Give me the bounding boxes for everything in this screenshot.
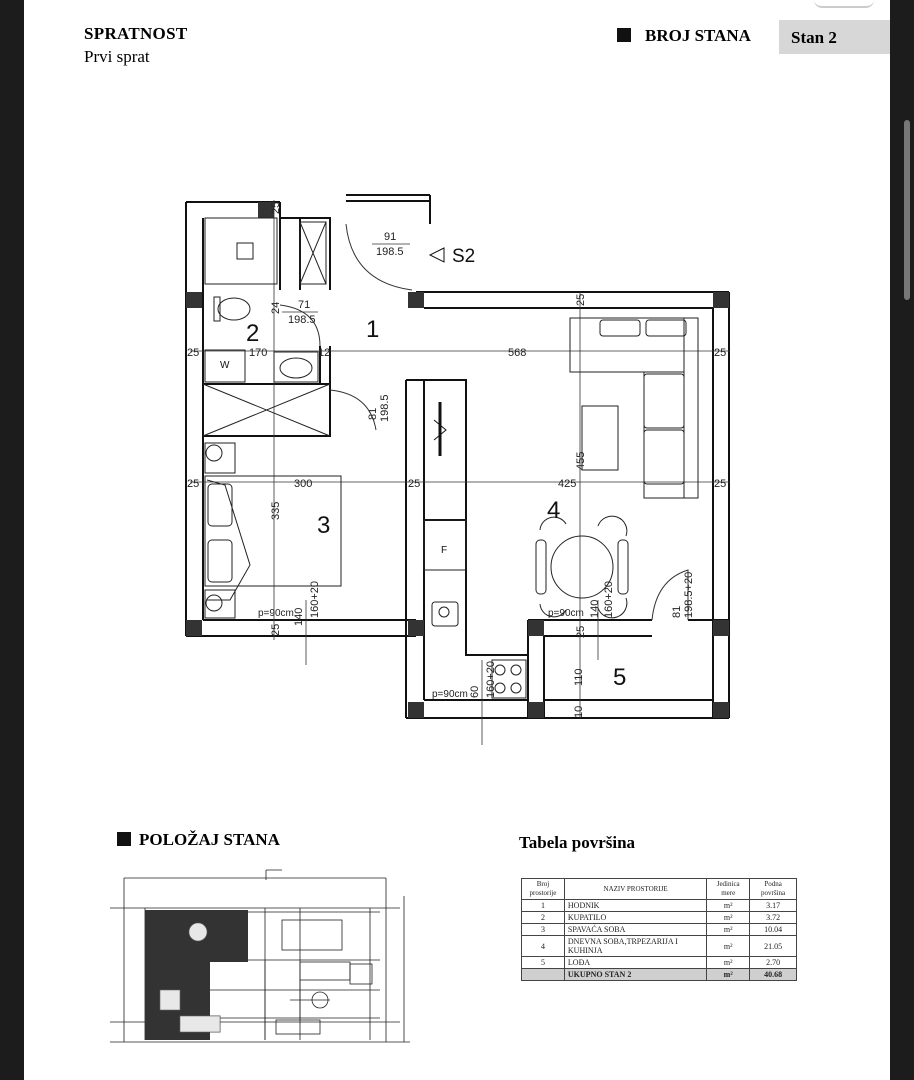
dim-door-entry-h: 198.5 <box>376 246 404 258</box>
dim-wall-25-left: 25 <box>187 347 200 359</box>
table-row <box>522 912 797 924</box>
room-number-3: 3 <box>317 512 331 539</box>
dim-door-bed-h: 198.5 <box>379 394 391 422</box>
row-unit: m² <box>707 924 750 936</box>
dimension-labels <box>187 202 726 718</box>
dim-wall-25-right2: 25 <box>714 478 727 490</box>
row-area: 10.04 <box>750 924 797 936</box>
dim-wall-25-top: 25 <box>270 201 282 214</box>
row-name: KUPATILO <box>564 912 706 924</box>
dim-wall-25-liv-top: 25 <box>575 293 587 306</box>
dim-bed-w: 300 <box>294 478 313 490</box>
dim-door-loggia-h: 198.5+20 <box>683 571 695 618</box>
dim-wall-25-left2: 25 <box>187 478 200 490</box>
dim-win-p-kitchen: p=90cm <box>432 689 468 700</box>
col-area: Podna površina <box>750 879 797 900</box>
col-room-name: NAZIV PROSTORIJE <box>564 879 706 900</box>
floor-label: SPRATNOST <box>84 24 188 43</box>
dim-wall-24: 24 <box>270 301 282 314</box>
location-label-text: POLOŽAJ STANA <box>139 830 280 849</box>
dim-win-p-living: p=90cm <box>548 608 584 619</box>
dim-bath-w: 170 <box>249 347 268 359</box>
col-room-number: Broj prostorije <box>522 879 565 900</box>
table-row <box>522 957 797 969</box>
unit-label-text: BROJ STANA <box>645 26 751 45</box>
location-plan <box>110 868 440 1048</box>
dimension-lines <box>190 200 730 745</box>
row-area: 2.70 <box>750 957 797 969</box>
row-number: 3 <box>522 924 565 936</box>
room-numbers <box>246 316 626 691</box>
dim-win-living-h: 160+20 <box>603 580 615 618</box>
row-number: 4 <box>522 936 565 957</box>
dim-win-kitchen-w: 60 <box>469 685 481 698</box>
row-name: HODNIK <box>564 900 706 912</box>
row-area: 3.72 <box>750 912 797 924</box>
row-number: 1 <box>522 900 565 912</box>
row-number: 5 <box>522 957 565 969</box>
row-unit: m² <box>707 900 750 912</box>
row-unit: m² <box>707 957 750 969</box>
area-table <box>521 878 797 981</box>
dim-loggia-h: 110 <box>573 668 585 686</box>
table-row <box>522 924 797 936</box>
columns <box>186 202 729 718</box>
total-empty <box>522 969 565 981</box>
scrollbar[interactable] <box>904 120 910 300</box>
fridge-label: F <box>441 545 448 556</box>
total-unit: m² <box>707 969 750 981</box>
row-number: 2 <box>522 912 565 924</box>
col-unit: Jedinica mere <box>707 879 750 900</box>
room-number-4: 4 <box>547 497 561 524</box>
floor-value: Prvi sprat <box>84 47 150 66</box>
row-unit: m² <box>707 936 750 957</box>
dim-living-h: 455 <box>575 451 587 470</box>
area-table-title: Tabela površina <box>519 833 636 852</box>
viewer-margin <box>890 0 914 1080</box>
drawing-sheet <box>24 0 890 1080</box>
dim-door-bath-h: 198.5 <box>288 314 316 326</box>
row-name: LOĐA <box>564 957 706 969</box>
row-name: DNEVNA SOBA,TRPEZARIJA I KUHINJA <box>564 936 706 957</box>
row-unit: m² <box>707 912 750 924</box>
dim-win-p-bed: p=90cm <box>258 608 294 619</box>
dim-wall-25-liv-bot: 25 <box>575 625 587 638</box>
table-row <box>522 900 797 912</box>
row-area: 3.17 <box>750 900 797 912</box>
dim-wall-25-mid: 25 <box>408 478 421 490</box>
dim-wall-12: 12 <box>318 347 331 359</box>
living-furniture <box>536 318 698 618</box>
dim-win-kitchen-h: 160+20 <box>485 660 497 698</box>
location-label <box>117 830 280 850</box>
room-number-1: 1 <box>366 316 380 343</box>
dim-win-living-w: 140 <box>589 599 601 618</box>
dim-win-bed-h: 160+20 <box>309 580 321 618</box>
square-bullet-icon <box>117 832 131 846</box>
bathroom-fixtures <box>203 218 330 436</box>
washer-label: W <box>220 360 230 371</box>
row-name: SPAVAĆA SOBA <box>564 924 706 936</box>
dim-living-w: 568 <box>508 347 527 359</box>
table-row <box>522 936 797 957</box>
dim-door-loggia-w: 81 <box>671 605 683 618</box>
dim-wall-25-right: 25 <box>714 347 727 359</box>
section-marker-label: S2 <box>452 246 476 267</box>
dim-bed-h: 335 <box>270 501 282 520</box>
kitchen-fixtures <box>424 402 526 698</box>
dim-wall-25-bed: 25 <box>270 623 282 636</box>
dim-door-bath-w: 71 <box>298 299 311 311</box>
dim-door-entry-w: 91 <box>384 231 397 243</box>
dim-living-w2: 425 <box>558 478 577 490</box>
room-number-2: 2 <box>246 320 260 347</box>
dim-door-bed-w: 81 <box>367 407 379 420</box>
total-area: 40.68 <box>750 969 797 981</box>
unit-value: Stan 2 <box>791 28 837 47</box>
row-area: 21.05 <box>750 936 797 957</box>
table-total-row <box>522 969 797 981</box>
dim-loggia-wall: 10 <box>573 705 585 718</box>
floor-plan <box>24 0 890 800</box>
area-table-header <box>522 879 797 900</box>
dim-win-bed-w: 140 <box>293 607 305 626</box>
total-name: UKUPNO STAN 2 <box>564 969 706 981</box>
section-marker-icon <box>430 248 444 262</box>
room-number-5: 5 <box>613 664 627 691</box>
walls <box>186 195 729 718</box>
